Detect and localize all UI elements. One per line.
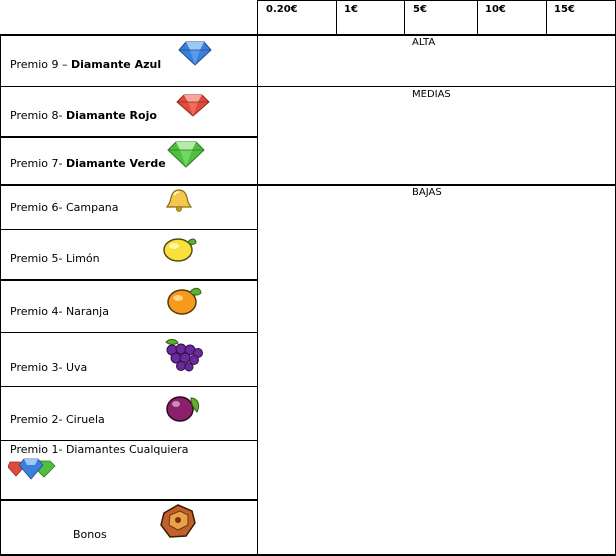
- prize-4-label: Premio 4- Naranja: [10, 305, 109, 318]
- blue-diamond-icon: [178, 40, 212, 66]
- prize-5-label: Premio 5- Limón: [10, 252, 100, 265]
- prize-2-label: Premio 2- Ciruela: [10, 413, 105, 426]
- prize-7-label: Premio 7- Diamante Verde: [10, 157, 166, 170]
- prize-1-label: Premio 1- Diamantes Cualquiera: [10, 443, 189, 456]
- group-bajas: BAJAS: [412, 187, 442, 198]
- green-diamond-icon: [167, 140, 205, 168]
- col-header-15: 15€: [554, 4, 575, 15]
- orange-icon: [164, 284, 204, 316]
- red-diamond-icon: [176, 93, 210, 117]
- col-header-1: 1€: [344, 4, 358, 15]
- lemon-icon: [162, 234, 198, 264]
- bonus-label: Bonos: [73, 528, 107, 541]
- col-header-5: 5€: [413, 4, 427, 15]
- col-header-10: 10€: [485, 4, 506, 15]
- bell-icon: [164, 188, 194, 212]
- grapes-icon: [160, 336, 204, 372]
- bonus-chest-icon: [158, 503, 198, 539]
- mixed-diamonds-icon: [8, 456, 56, 480]
- prize-3-label: Premio 3- Uva: [10, 361, 88, 374]
- group-alta: ALTA: [412, 37, 436, 48]
- prize-6-label: Premio 6- Campana: [10, 201, 119, 214]
- col-header-020: 0.20€: [266, 4, 298, 15]
- prize-9-label: Premio 9 – Diamante Azul: [10, 58, 162, 71]
- group-medias: MEDIAS: [412, 89, 451, 100]
- plum-icon: [163, 392, 203, 424]
- prize-8-label: Premio 8- Diamante Rojo: [10, 109, 157, 122]
